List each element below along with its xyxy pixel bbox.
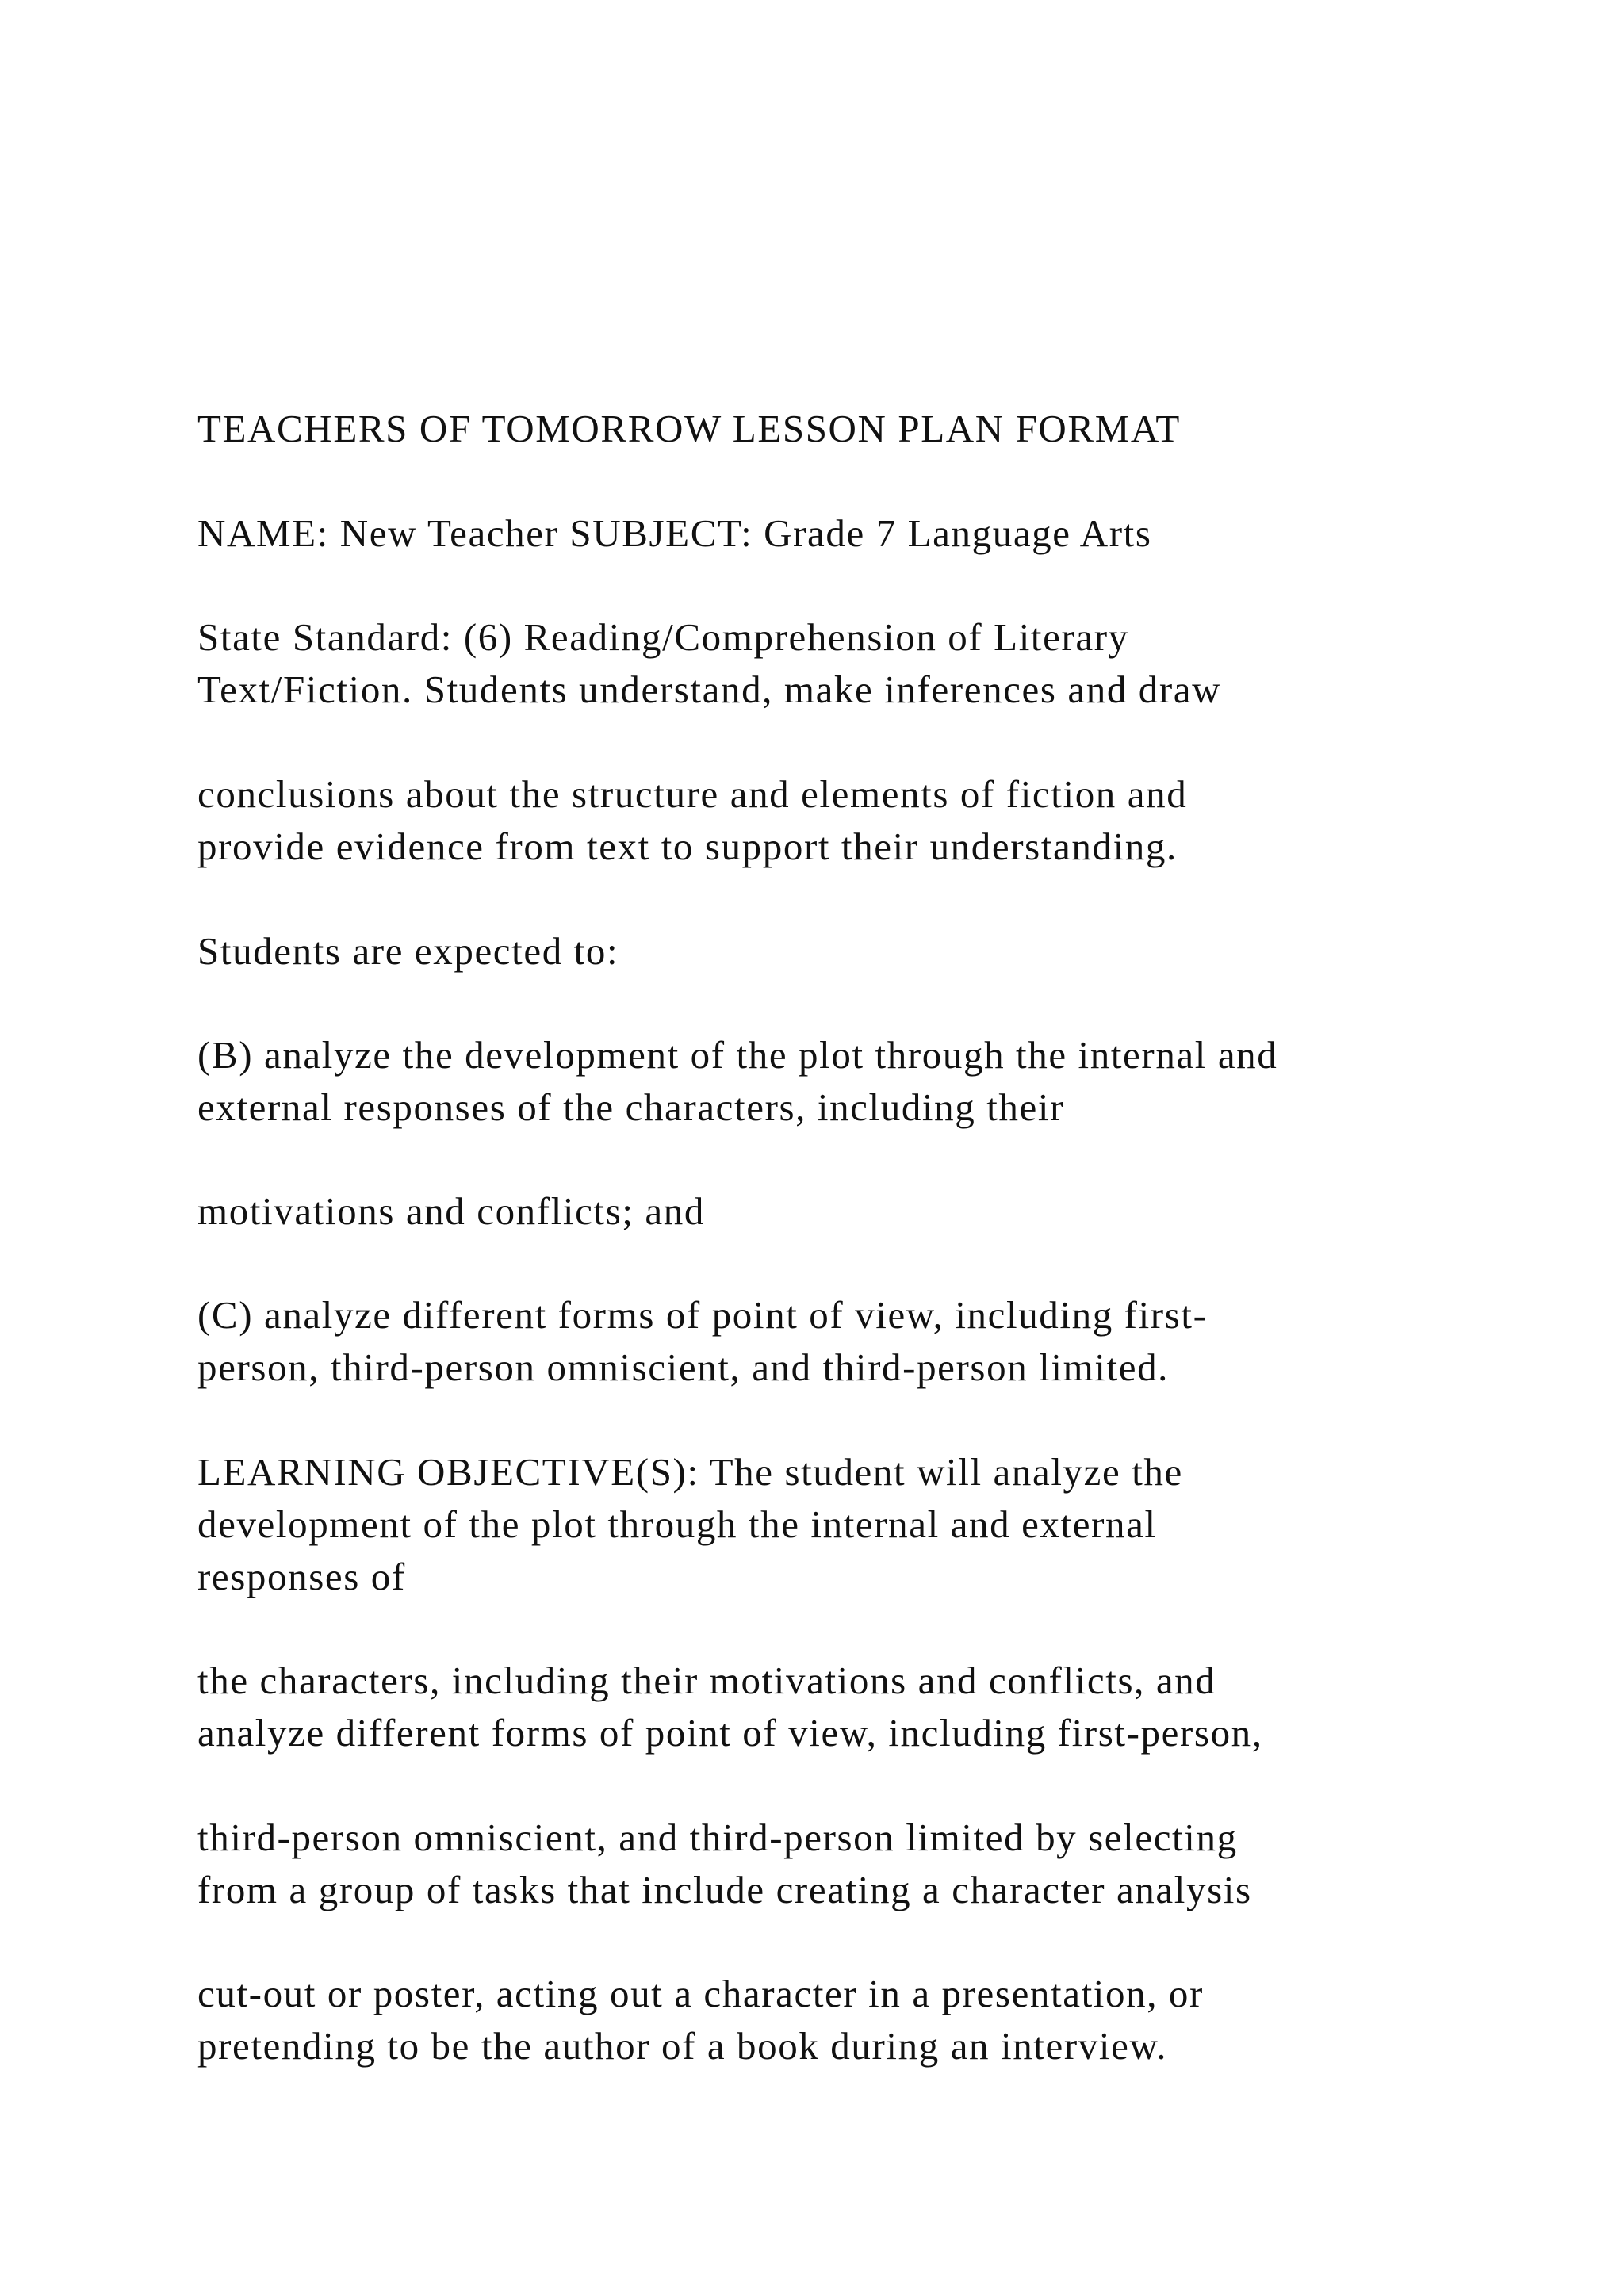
standard-item-c: (C) analyze different forms of point of view, including first- person, third-person omniscient, and third-person limited. bbox=[197, 1293, 1208, 1389]
state-standard-paragraph: State Standard: (6) Reading/Comprehension of Literary Text/Fiction. Students understand, make inferences and draw bbox=[197, 615, 1222, 711]
standard-item-b-continuation: motivations and conflicts; and bbox=[197, 1189, 705, 1233]
name-subject-line: NAME: New Teacher SUBJECT: Grade 7 Language Arts bbox=[197, 511, 1152, 555]
standard-item-b: (B) analyze the development of the plot through the internal and external responses of the characters, including their bbox=[197, 1033, 1278, 1129]
state-standard-continuation: conclusions about the structure and elements of fiction and provide evidence from text to support their understanding. bbox=[197, 772, 1188, 868]
learning-objective-paragraph: LEARNING OBJECTIVE(S): The student will analyze the development of the plot through the internal and external responses of bbox=[197, 1450, 1183, 1598]
learning-objective-continuation-1: the characters, including their motivations and conflicts, and analyze different forms of point of view, including first-person, bbox=[197, 1659, 1263, 1755]
document-title: TEACHERS OF TOMORROW LESSON PLAN FORMAT bbox=[197, 407, 1181, 450]
learning-objective-continuation-3: cut-out or poster, acting out a character in a presentation, or pretending to be the author of a book during an interview. bbox=[197, 1972, 1204, 2068]
expected-heading: Students are expected to: bbox=[197, 929, 619, 973]
learning-objective-continuation-2: third-person omniscient, and third-person limited by selecting from a group of tasks that include creating a character analysis bbox=[197, 1816, 1252, 1911]
